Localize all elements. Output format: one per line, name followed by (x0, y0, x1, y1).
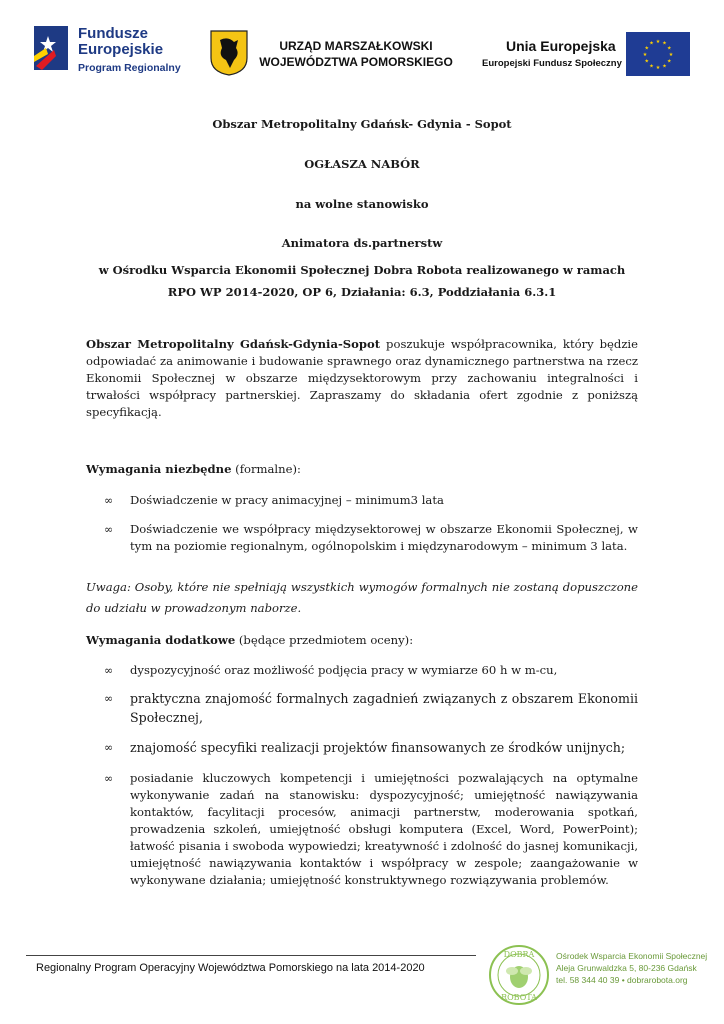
position-label: na wolne stanowisko (295, 197, 429, 211)
svg-text:★: ★ (642, 52, 648, 58)
required-heading-rest: (formalne): (231, 462, 301, 476)
svg-text:★: ★ (667, 58, 672, 65)
dobra-robota-logo (488, 944, 550, 1006)
svg-text:★: ★ (644, 45, 649, 52)
dobra-word: DOBRA (503, 950, 535, 959)
org-heading: Obszar Metropolitalny Gdańsk- Gdynia - Sopot (212, 117, 512, 131)
svg-text:★: ★ (662, 40, 667, 47)
bullet-marker: ∞ (104, 494, 114, 507)
svg-text:★: ★ (644, 58, 649, 65)
required-item (104, 492, 638, 509)
place-line1: w Ośrodku Wsparcia Ekonomii Społecznej Dobra Robota realizowanego w ramach (98, 263, 626, 277)
required-heading (86, 462, 301, 476)
um-line2: WOJEWÓDZTWA POMORSKIEGO (259, 55, 453, 69)
bullet-marker: ∞ (104, 664, 114, 677)
um-line1: URZĄD MARSZAŁKOWSKI (279, 39, 433, 53)
eu-flag-icon (626, 32, 690, 76)
place-line2: RPO WP 2014-2020, OP 6, Działania: 6.3, Poddziałania 6.3.1 (167, 285, 557, 299)
footer-divider (26, 955, 476, 956)
svg-text:★: ★ (655, 39, 661, 45)
fundusze-europejskie-logo (34, 24, 184, 80)
fe-subtitle: Program Regionalny (78, 62, 181, 74)
required-heading-bold: Wymagania niezbędne (86, 462, 232, 476)
additional-item (104, 770, 638, 889)
fe-star-icon (34, 26, 74, 76)
note-paragraph: Uwaga: Osoby, które nie spełniają wszystkich wymogów formalnych nie zostaną dopuszczone do udziału w prowadzonym naborze. (86, 580, 638, 615)
required-item-text: Doświadczenie w pracy animacyjnej – minimum3 lata (130, 493, 444, 507)
center-name: Ośrodek Wsparcia Ekonomii Społecznej (556, 951, 708, 961)
svg-text:★: ★ (667, 45, 672, 52)
um-name (258, 38, 454, 70)
unia-europejska-logo (478, 32, 692, 78)
bullet-marker: ∞ (104, 772, 114, 785)
svg-text:★: ★ (649, 40, 654, 47)
svg-text:★: ★ (668, 52, 674, 58)
intro-org: Obszar Metropolitalny Gdańsk-Gdynia-Sopot (86, 337, 381, 351)
bullet-marker: ∞ (104, 523, 114, 536)
additional-item-text: posiadanie kluczowych kompetencji i umiejętności pozwalających na optymalne wykonywanie zadań na stanowisku: dyspozycyjność; umiejętność nawiązywania kontaktów, facylitacji procesów, animacji partnerstw, moderowania spotkań, prowadzenia szkoleń, umiejętność obsługi komputera (Excel, Word, PowerPoint); łatwość pisania i swoboda wypowiedzi; kreatywność i zdolność do jasnej komunikacji, umiejętność nawiązywania kontaktów i współpracy w zespole; zaangażowanie w wykonywane działania; umiejętność konstruktywnego rozwiązywania problemów. (130, 771, 638, 887)
additional-heading (86, 633, 413, 647)
urzad-marszalkowski-logo (210, 30, 460, 78)
svg-text:★: ★ (655, 65, 661, 71)
robota-word: ROBOTA (501, 993, 537, 1002)
ue-subtitle: Europejski Fundusz Społeczny (482, 58, 622, 69)
intro-paragraph (86, 336, 638, 421)
intro-text: poszukuje współpracownika, który będzie odpowiadać za animowanie i budowanie sprawnego oraz dynamicznego partnerstwa na rzecz Ekonomii Społecznej w obszarze międzysektorowym przy zachowaniu integralności i trwałości współpracy partnerskiej. Zapraszamy do składania ofert zgodnie z poniższą specyfikacją. (86, 337, 639, 419)
footer-program: Regionalny Program Operacyjny Województwa Pomorskiego na lata 2014-2020 (36, 962, 425, 974)
fe-title-line2: Europejskie (78, 41, 164, 58)
additional-item (104, 738, 638, 757)
position-title: Animatora ds.partnerstw (281, 236, 443, 250)
additional-item-text: dyspozycyjność oraz możliwość podjęcia pracy w wymiarze 60 h w m-cu, (130, 663, 558, 677)
additional-heading-rest: (będące przedmiotem oceny): (235, 633, 414, 647)
fe-title-line1: Fundusze (78, 25, 148, 42)
bullet-marker: ∞ (104, 741, 114, 754)
additional-item (104, 662, 638, 679)
svg-text:★: ★ (662, 63, 667, 70)
fe-title (78, 26, 163, 58)
announce-heading: OGŁASZA NABÓR (304, 157, 420, 171)
additional-item-text: znajomość specyfiki realizacji projektów finansowanych ze środków unijnych; (130, 740, 626, 755)
center-contact: tel. 58 344 40 39 • dobrarobota.org (556, 975, 688, 985)
bullet-marker: ∞ (104, 692, 114, 705)
additional-item-text: praktyczna znajomość formalnych zagadnień związanych z obszarem Ekonomii Społecznej, (130, 691, 638, 725)
center-address: Aleja Grunwaldzka 5, 80-236 Gdańsk (556, 963, 697, 973)
additional-heading-bold: Wymagania dodatkowe (86, 633, 236, 647)
ue-title: Unia Europejska (506, 38, 616, 54)
dobra-contact-block (556, 950, 707, 986)
svg-text:★: ★ (649, 63, 654, 70)
additional-item (104, 689, 638, 727)
griffin-crest-icon (210, 30, 248, 76)
required-item (104, 521, 638, 555)
required-item-text: Doświadczenie we współpracy międzysektorowej w obszarze Ekonomii Społecznej, w tym na poziomie regionalnym, ogólnopolskim i międzynarodowym – minimum 3 lata. (130, 522, 638, 553)
